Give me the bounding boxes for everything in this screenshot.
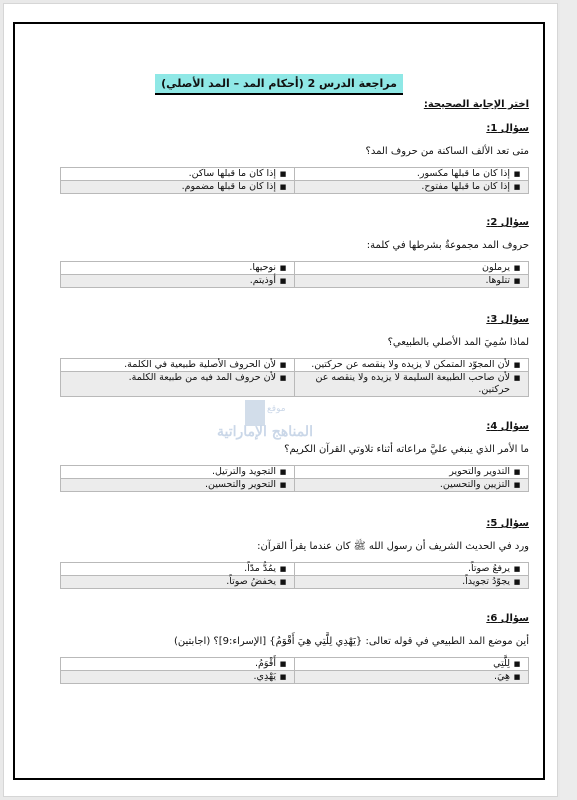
- question-label: سؤال 4:: [486, 421, 529, 432]
- site-watermark: [205, 394, 325, 454]
- question-block-5: [60, 517, 529, 589]
- square-bullet-icon: ■: [279, 277, 287, 285]
- option-cell[interactable]: ■ التدوير والتحوير: [295, 466, 529, 479]
- question-text: حروف المد مجموعةٌ بشرطها في كلمة:: [366, 240, 529, 251]
- watermark-logo-icon: [245, 400, 265, 426]
- square-bullet-icon: ■: [513, 578, 521, 586]
- option-cell[interactable]: ■ لأن حروف المد فيه من طبيعة الكلمة.: [61, 372, 295, 397]
- question-block-6: [60, 612, 529, 684]
- square-bullet-icon: ■: [279, 361, 287, 369]
- question-label: سؤال 2:: [486, 217, 529, 228]
- square-bullet-icon: ■: [279, 481, 287, 489]
- square-bullet-icon: ■: [513, 264, 521, 272]
- square-bullet-icon: ■: [513, 565, 521, 573]
- square-bullet-icon: ■: [279, 660, 287, 668]
- option-cell[interactable]: ■ لأن الحروف الأصلية طبيعية في الكلمة.: [61, 359, 295, 372]
- options-row: [61, 168, 529, 181]
- question-label: سؤال 3:: [486, 314, 529, 325]
- square-bullet-icon: ■: [279, 468, 287, 476]
- options-row: [61, 262, 529, 275]
- option-cell[interactable]: ■ لأن المجوّد المتمكن لا يزيده ولا ينقصه عن حركتين.: [295, 359, 529, 372]
- options-row: [61, 671, 529, 684]
- square-bullet-icon: ■: [279, 264, 287, 272]
- option-cell[interactable]: ■ لأن صاحب الطبيعة السليمة لا يزيده ولا ينقصه عن حركتين.: [295, 372, 529, 397]
- options-table: [60, 465, 529, 492]
- option-cell[interactable]: ■ يرفعُ صوتاً.: [295, 563, 529, 576]
- option-cell[interactable]: ■ يرملون: [295, 262, 529, 275]
- square-bullet-icon: ■: [279, 565, 287, 573]
- options-row: [61, 359, 529, 372]
- square-bullet-icon: ■: [513, 361, 521, 369]
- options-row: [61, 181, 529, 194]
- option-cell[interactable]: ■ يَهْدِي.: [61, 671, 295, 684]
- option-cell[interactable]: ■ إذا كان ما قبلها ساكن.: [61, 168, 295, 181]
- option-cell[interactable]: ■ التحوير والتحسين.: [61, 479, 295, 492]
- options-row: [61, 372, 529, 397]
- option-cell[interactable]: ■ إذا كان ما قبلها مفتوح.: [295, 181, 529, 194]
- watermark-line1: موقع: [267, 404, 286, 414]
- option-cell[interactable]: ■ هِيَ.: [295, 671, 529, 684]
- question-text: لماذا سُمِيَ المد الأصلي بالطبيعي؟: [387, 337, 529, 348]
- worksheet-frame: [13, 22, 545, 780]
- option-cell[interactable]: ■ إذا كان ما قبلها مكسور.: [295, 168, 529, 181]
- option-cell[interactable]: ■ التزيين والتحسين.: [295, 479, 529, 492]
- square-bullet-icon: ■: [279, 673, 287, 681]
- options-row: [61, 275, 529, 288]
- question-label: سؤال 1:: [486, 123, 529, 134]
- title-area: [15, 72, 543, 95]
- option-cell[interactable]: ■ نوحيها.: [61, 262, 295, 275]
- options-row: [61, 466, 529, 479]
- question-label: سؤال 6:: [486, 613, 529, 624]
- square-bullet-icon: ■: [513, 481, 521, 489]
- worksheet-title: مراجعة الدرس 2 (أحكام المد – المد الأصلي): [155, 74, 403, 95]
- square-bullet-icon: ■: [279, 170, 287, 178]
- question-block-3: [60, 313, 529, 397]
- square-bullet-icon: ■: [513, 277, 521, 285]
- question-text: متى تعد الألف الساكنة من حروف المد؟: [365, 146, 529, 157]
- page-edge-shadow: [560, 0, 577, 800]
- options-table: [60, 562, 529, 589]
- question-text: أين موضع المد الطبيعي في قوله تعالى: {يَهْدِي لِلَّتِي هِيَ أَقْوَمُ} [الإسراء:9]؟ (اجابتين): [173, 636, 529, 647]
- options-table: [60, 358, 529, 397]
- square-bullet-icon: ■: [279, 374, 287, 382]
- square-bullet-icon: ■: [513, 673, 521, 681]
- instruction-text: اختر الإجابة الصحيحة:: [423, 99, 529, 110]
- question-text: ورد في الحديث الشريف أن رسول الله ﷺ كان عندما يقرأ القرآن:: [257, 541, 529, 552]
- option-cell[interactable]: ■ التجويد والترتيل.: [61, 466, 295, 479]
- square-bullet-icon: ■: [513, 468, 521, 476]
- question-block-2: [60, 216, 529, 288]
- option-cell[interactable]: ■ يمُدُّ مدّاً.: [61, 563, 295, 576]
- option-cell[interactable]: ■ أَقْوَمُ.: [61, 658, 295, 671]
- square-bullet-icon: ■: [279, 183, 287, 191]
- watermark-line2: المناهج الإماراتية: [217, 424, 313, 440]
- options-row: [61, 658, 529, 671]
- option-cell[interactable]: ■ إذا كان ما قبلها مضموم.: [61, 181, 295, 194]
- question-block-1: [60, 122, 529, 194]
- option-cell[interactable]: ■ لِلَّتِي: [295, 658, 529, 671]
- options-row: [61, 479, 529, 492]
- options-row: [61, 576, 529, 589]
- options-table: [60, 657, 529, 684]
- options-row: [61, 563, 529, 576]
- options-table: [60, 261, 529, 288]
- option-cell[interactable]: ■ تتلوها.: [295, 275, 529, 288]
- question-label: سؤال 5:: [486, 518, 529, 529]
- options-table: [60, 167, 529, 194]
- square-bullet-icon: ■: [513, 170, 521, 178]
- option-cell[interactable]: ■ أوذيتم.: [61, 275, 295, 288]
- square-bullet-icon: ■: [279, 578, 287, 586]
- option-cell[interactable]: ■ يخفضُ صوتاً.: [61, 576, 295, 589]
- square-bullet-icon: ■: [513, 374, 521, 382]
- square-bullet-icon: ■: [513, 660, 521, 668]
- option-cell[interactable]: ■ يجوّدُ تجويداً.: [295, 576, 529, 589]
- question-text: ما الأمر الذي ينبغي عليَّ مراعاته أثناء تلاوتي القرآن الكريم؟: [284, 444, 529, 455]
- square-bullet-icon: ■: [513, 183, 521, 191]
